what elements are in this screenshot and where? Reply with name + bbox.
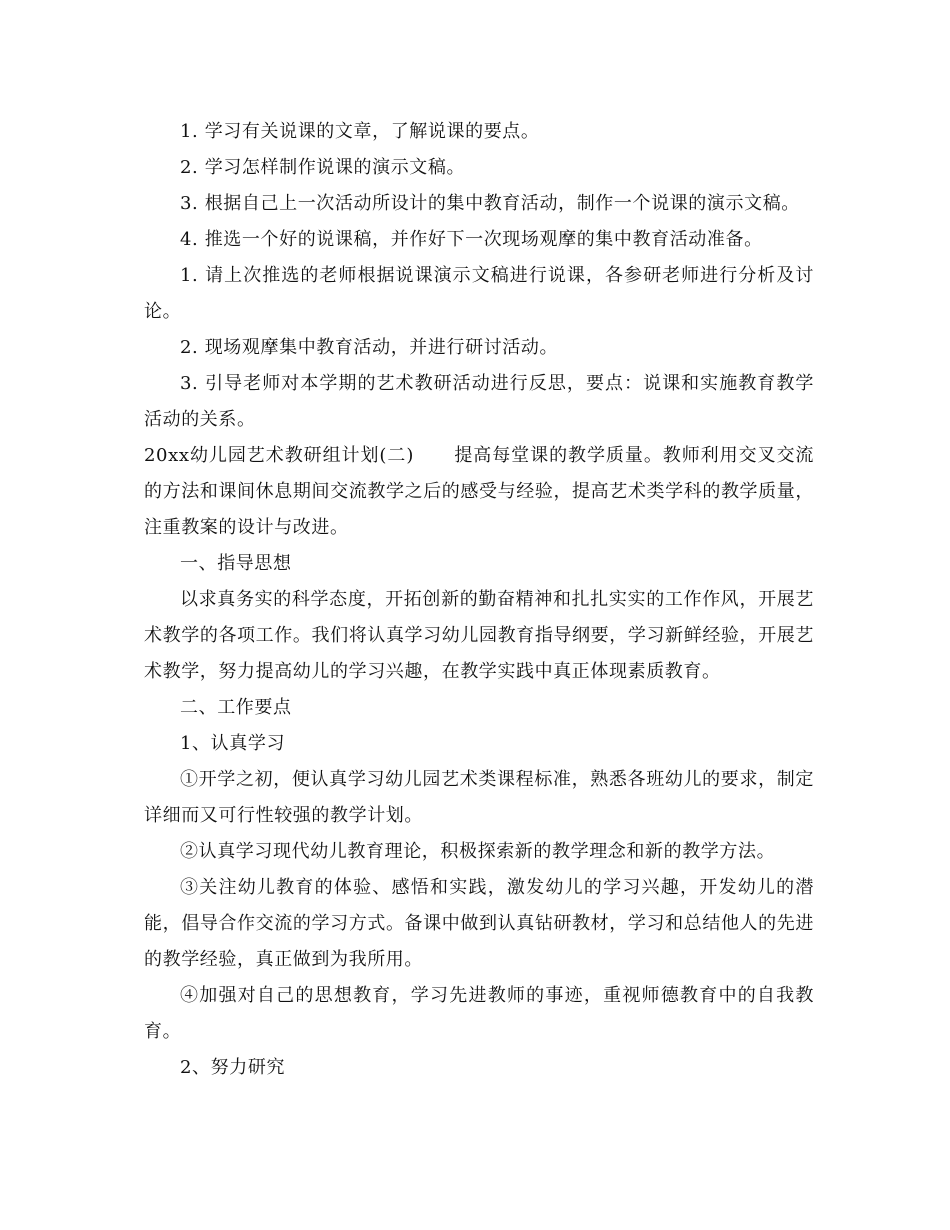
list-item: 1. 学习有关说课的文章，了解说课的要点。: [180, 121, 540, 142]
list-item: ①开学之初，便认真学习幼儿园艺术类课程标准，熟悉各班幼儿的要求，制定详细而又可行性较强的教学计划。: [144, 769, 814, 826]
subheading-research: 2、努力研究: [180, 1057, 286, 1078]
section-heading-work-points: 二、工作要点: [180, 697, 292, 718]
section-heading-guiding-thought: 一、指导思想: [180, 553, 292, 574]
list-item: 3. 根据自己上一次活动所设计的集中教育活动，制作一个说课的演示文稿。: [180, 193, 800, 214]
title-paragraph: [144, 438, 814, 546]
list-item: ③关注幼儿教育的体验、感悟和实践，激发幼儿的学习兴趣，开发幼儿的潜能，倡导合作交流的学习方式。备课中做到认真钻研教材，学习和总结他人的先进的教学经验，真正做到为我所用。: [144, 877, 814, 970]
list-item: ②认真学习现代幼儿教育理论，积极探索新的教学理念和新的教学方法。: [180, 841, 776, 862]
title-paragraph-text: 提高每堂课的教学质量。教师利用交叉交流的方法和课间休息期间交流教学之后的感受与经验，提高艺术类学科的教学质量，注重教案的设计与改进。: [144, 445, 814, 538]
list-item: 1. 请上次推选的老师根据说课演示文稿进行说课，各参研老师进行分析及讨论。: [144, 265, 814, 322]
list-item: 4. 推选一个好的说课稿，并作好下一次现场观摩的集中教育活动准备。: [180, 229, 763, 250]
document-body: [144, 114, 814, 1086]
list-item: 3. 引导老师对本学期的艺术教研活动进行反思，要点：说课和实施教育教学活动的关系。: [144, 373, 814, 430]
list-item: 2. 学习怎样制作说课的演示文稿。: [180, 157, 466, 178]
list-item: 2. 现场观摩集中教育活动，并进行研讨活动。: [180, 337, 559, 358]
section-body-guiding-thought: 以求真务实的科学态度，开拓创新的勤奋精神和扎扎实实的工作作风，开展艺术教学的各项工作。我们将认真学习幼儿园教育指导纲要，学习新鲜经验，开展艺术教学，努力提高幼儿的学习兴趣，在教学实践中真正体现素质教育。: [144, 589, 814, 682]
subheading-study: 1、认真学习: [180, 733, 286, 754]
list-item: ④加强对自己的思想教育，学习先进教师的事迹，重视师德教育中的自我教育。: [144, 985, 814, 1042]
document-title: 20xx幼儿园艺术教研组计划(二): [144, 445, 414, 466]
